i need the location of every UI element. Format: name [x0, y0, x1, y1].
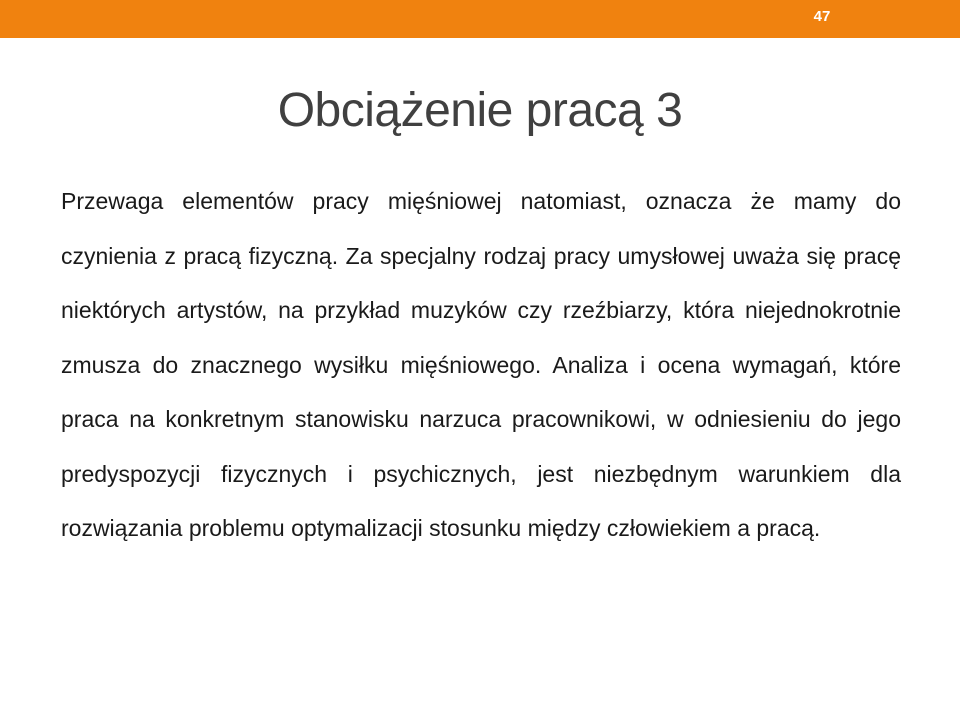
slide-number: 47	[813, 8, 831, 25]
body-paragraph: Przewaga elementów pracy mięśniowej natomiast, oznacza że mamy do czynienia z pracą fizyczną. Za specjalny rodzaj pracy umysłowej uważa się pracę niektórych artystów, na przykład muzyków czy rzeźbiarzy, która niejednokrotnie zmusza do znacznego wysiłku mięśniowego. Analiza i ocena wymagań, które praca na konkretnym stanowisku narzuca pracownikowi, w odniesieniu do jego predyspozycji fizycznych i psychicznych, jest niezbędnym warunkiem dla rozwiązania problemu optymalizacji stosunku między człowiekiem a pracą.	[61, 188, 901, 541]
header-bar	[0, 0, 960, 38]
slide-title: Obciążenie pracą 3	[277, 84, 683, 137]
